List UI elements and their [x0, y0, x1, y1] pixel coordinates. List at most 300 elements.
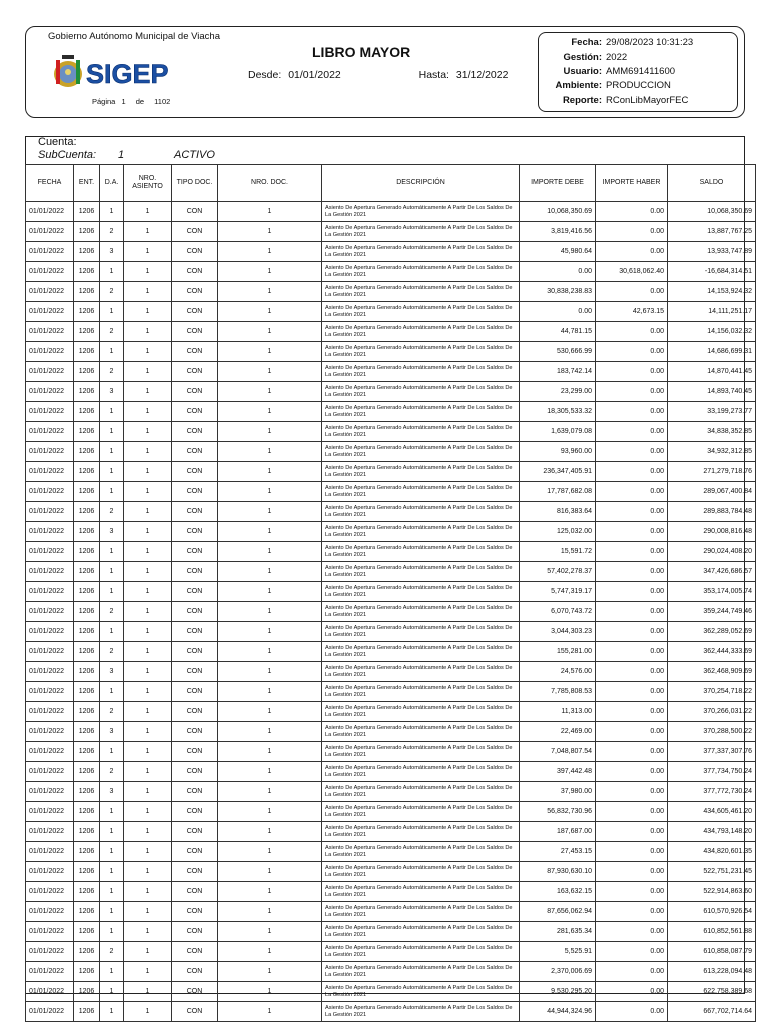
cell-saldo: 377,337,307.76 — [668, 742, 756, 762]
cell-nro-doc: 1 — [218, 702, 322, 722]
cell-descripcion: Asiento De Apertura Generado Automáticamente A Partir De Los Saldos De La Gestión 2021 — [322, 1002, 520, 1022]
cell-nro-doc: 1 — [218, 902, 322, 922]
cell-importe-haber: 0.00 — [596, 242, 668, 262]
table-row — [26, 862, 756, 882]
cell-nro-doc: 1 — [218, 842, 322, 862]
cell-saldo: 34,838,352.85 — [668, 422, 756, 442]
cuenta-label: Cuenta: — [38, 136, 77, 148]
cell-fecha: 01/01/2022 — [26, 322, 74, 342]
table-row — [26, 462, 756, 482]
page-total: 1102 — [154, 97, 171, 106]
cell-nro-asiento: 1 — [124, 982, 172, 1002]
cell-nro-asiento: 1 — [124, 322, 172, 342]
cell-fecha: 01/01/2022 — [26, 602, 74, 622]
cell-importe-debe: 5,747,319.17 — [520, 582, 596, 602]
cell-saldo: 362,468,909.69 — [668, 662, 756, 682]
cell-importe-haber: 0.00 — [596, 282, 668, 302]
cell-importe-haber: 0.00 — [596, 682, 668, 702]
cell-fecha: 01/01/2022 — [26, 282, 74, 302]
cell-importe-debe: 3,819,416.56 — [520, 222, 596, 242]
cell-saldo: 290,008,816.48 — [668, 522, 756, 542]
page-label: Página — [92, 97, 116, 106]
column-header-fecha: FECHA — [26, 165, 74, 202]
cell-descripcion: Asiento De Apertura Generado Automáticamente A Partir De Los Saldos De La Gestión 2021 — [322, 702, 520, 722]
sigep-logo — [48, 52, 188, 92]
cell-da: 3 — [100, 382, 124, 402]
cell-importe-debe: 0.00 — [520, 302, 596, 322]
cell-saldo: 34,932,312.85 — [668, 442, 756, 462]
cell-importe-debe: 5,525.91 — [520, 942, 596, 962]
cell-ent: 1206 — [74, 242, 100, 262]
cell-da: 1 — [100, 262, 124, 282]
cell-da: 2 — [100, 702, 124, 722]
cell-da: 1 — [100, 862, 124, 882]
cell-nro-doc: 1 — [218, 582, 322, 602]
meta-reporte — [538, 95, 688, 106]
cell-da: 1 — [100, 342, 124, 362]
cell-nro-asiento: 1 — [124, 502, 172, 522]
cell-fecha: 01/01/2022 — [26, 842, 74, 862]
cell-importe-debe: 397,442.48 — [520, 762, 596, 782]
cell-nro-doc: 1 — [218, 622, 322, 642]
cell-nro-doc: 1 — [218, 222, 322, 242]
ledger-body — [26, 202, 756, 1022]
cell-descripcion: Asiento De Apertura Generado Automáticamente A Partir De Los Saldos De La Gestión 2021 — [322, 362, 520, 382]
cell-descripcion: Asiento De Apertura Generado Automáticamente A Partir De Los Saldos De La Gestión 2021 — [322, 282, 520, 302]
cell-nro-doc: 1 — [218, 562, 322, 582]
cell-da: 2 — [100, 282, 124, 302]
cell-saldo: 522,914,863.60 — [668, 882, 756, 902]
cell-nro-asiento: 1 — [124, 802, 172, 822]
cell-descripcion: Asiento De Apertura Generado Automáticamente A Partir De Los Saldos De La Gestión 2021 — [322, 682, 520, 702]
table-row — [26, 562, 756, 582]
cell-da: 2 — [100, 762, 124, 782]
cell-saldo: 271,279,718.76 — [668, 462, 756, 482]
cell-fecha: 01/01/2022 — [26, 482, 74, 502]
cell-ent: 1206 — [74, 442, 100, 462]
cell-nro-doc: 1 — [218, 882, 322, 902]
cell-saldo: 377,772,730.24 — [668, 782, 756, 802]
cell-fecha: 01/01/2022 — [26, 222, 74, 242]
cell-ent: 1206 — [74, 302, 100, 322]
cell-ent: 1206 — [74, 522, 100, 542]
cell-importe-debe: 37,980.00 — [520, 782, 596, 802]
cell-importe-debe: 24,576.00 — [520, 662, 596, 682]
table-row — [26, 322, 756, 342]
cell-fecha: 01/01/2022 — [26, 1002, 74, 1022]
cell-nro-asiento: 1 — [124, 882, 172, 902]
cell-fecha: 01/01/2022 — [26, 522, 74, 542]
cell-importe-haber: 0.00 — [596, 842, 668, 862]
cell-tipo-doc: CON — [172, 282, 218, 302]
cell-importe-haber: 42,673.15 — [596, 302, 668, 322]
coat-of-arms-icon — [54, 55, 82, 87]
cell-descripcion: Asiento De Apertura Generado Automáticamente A Partir De Los Saldos De La Gestión 2021 — [322, 422, 520, 442]
cell-importe-haber: 0.00 — [596, 402, 668, 422]
cell-tipo-doc: CON — [172, 922, 218, 942]
cell-importe-debe: 44,944,324.96 — [520, 1002, 596, 1022]
cell-importe-debe: 281,635.34 — [520, 922, 596, 942]
cell-descripcion: Asiento De Apertura Generado Automáticamente A Partir De Los Saldos De La Gestión 2021 — [322, 842, 520, 862]
table-row — [26, 442, 756, 462]
table-row — [26, 382, 756, 402]
cell-nro-doc: 1 — [218, 942, 322, 962]
cell-ent: 1206 — [74, 922, 100, 942]
cell-nro-asiento: 1 — [124, 862, 172, 882]
cell-importe-debe: 23,299.00 — [520, 382, 596, 402]
cell-tipo-doc: CON — [172, 802, 218, 822]
cell-importe-haber: 0.00 — [596, 602, 668, 622]
table-row — [26, 222, 756, 242]
cell-ent: 1206 — [74, 782, 100, 802]
meta-usuario-value: AMM691411600 — [606, 66, 676, 77]
table-row — [26, 702, 756, 722]
cell-ent: 1206 — [74, 542, 100, 562]
date-range — [248, 69, 508, 81]
cell-nro-doc: 1 — [218, 962, 322, 982]
cell-nro-doc: 1 — [218, 262, 322, 282]
cell-nro-doc: 1 — [218, 862, 322, 882]
cell-saldo: 347,426,686.57 — [668, 562, 756, 582]
cell-importe-debe: 7,048,807.54 — [520, 742, 596, 762]
cell-descripcion: Asiento De Apertura Generado Automáticamente A Partir De Los Saldos De La Gestión 2021 — [322, 802, 520, 822]
cell-tipo-doc: CON — [172, 342, 218, 362]
cell-nro-asiento: 1 — [124, 282, 172, 302]
cell-da: 3 — [100, 782, 124, 802]
cell-tipo-doc: CON — [172, 422, 218, 442]
cell-tipo-doc: CON — [172, 482, 218, 502]
cell-importe-debe: 6,070,743.72 — [520, 602, 596, 622]
cell-saldo: 14,686,699.31 — [668, 342, 756, 362]
cell-da: 2 — [100, 502, 124, 522]
cell-importe-haber: 0.00 — [596, 502, 668, 522]
meta-gestion — [538, 52, 627, 63]
cell-ent: 1206 — [74, 622, 100, 642]
cell-descripcion: Asiento De Apertura Generado Automáticamente A Partir De Los Saldos De La Gestión 2021 — [322, 962, 520, 982]
table-row — [26, 502, 756, 522]
cell-descripcion: Asiento De Apertura Generado Automáticamente A Partir De Los Saldos De La Gestión 2021 — [322, 662, 520, 682]
table-row — [26, 302, 756, 322]
cell-tipo-doc: CON — [172, 562, 218, 582]
cell-da: 2 — [100, 222, 124, 242]
cell-da: 1 — [100, 562, 124, 582]
cell-fecha: 01/01/2022 — [26, 862, 74, 882]
cell-importe-haber: 0.00 — [596, 762, 668, 782]
cell-ent: 1206 — [74, 942, 100, 962]
cell-ent: 1206 — [74, 502, 100, 522]
cell-fecha: 01/01/2022 — [26, 302, 74, 322]
cell-ent: 1206 — [74, 1002, 100, 1022]
table-row — [26, 882, 756, 902]
cell-nro-asiento: 1 — [124, 342, 172, 362]
cell-descripcion: Asiento De Apertura Generado Automáticamente A Partir De Los Saldos De La Gestión 2021 — [322, 782, 520, 802]
cell-tipo-doc: CON — [172, 842, 218, 862]
cell-tipo-doc: CON — [172, 202, 218, 222]
cell-importe-debe: 44,781.15 — [520, 322, 596, 342]
table-row — [26, 402, 756, 422]
meta-ambiente — [538, 80, 671, 91]
cell-tipo-doc: CON — [172, 962, 218, 982]
cell-importe-haber: 0.00 — [596, 962, 668, 982]
cell-importe-haber: 0.00 — [596, 882, 668, 902]
desde-label: Desde: — [248, 69, 282, 81]
cell-importe-haber: 0.00 — [596, 522, 668, 542]
cell-importe-debe: 7,785,808.53 — [520, 682, 596, 702]
cell-importe-haber: 0.00 — [596, 982, 668, 1002]
cell-da: 2 — [100, 362, 124, 382]
cell-da: 1 — [100, 802, 124, 822]
cell-importe-debe: 57,402,278.37 — [520, 562, 596, 582]
column-header-descripcion: DESCRIPCIÓN — [322, 165, 520, 202]
cell-da: 1 — [100, 402, 124, 422]
cell-saldo: 362,289,052.69 — [668, 622, 756, 642]
cell-saldo: 610,858,087.79 — [668, 942, 756, 962]
cell-descripcion: Asiento De Apertura Generado Automáticamente A Partir De Los Saldos De La Gestión 2021 — [322, 522, 520, 542]
cell-da: 1 — [100, 962, 124, 982]
cell-ent: 1206 — [74, 602, 100, 622]
cell-nro-asiento: 1 — [124, 942, 172, 962]
cell-saldo: 14,156,032.32 — [668, 322, 756, 342]
cell-importe-haber: 0.00 — [596, 342, 668, 362]
cell-nro-doc: 1 — [218, 602, 322, 622]
cell-da: 1 — [100, 822, 124, 842]
cell-nro-doc: 1 — [218, 282, 322, 302]
table-row — [26, 202, 756, 222]
cell-importe-debe: 236,347,405.91 — [520, 462, 596, 482]
cell-ent: 1206 — [74, 982, 100, 1002]
table-row — [26, 342, 756, 362]
cell-nro-doc: 1 — [218, 982, 322, 1002]
cell-importe-haber: 0.00 — [596, 702, 668, 722]
cell-saldo: 434,605,461.20 — [668, 802, 756, 822]
cell-ent: 1206 — [74, 642, 100, 662]
cell-descripcion: Asiento De Apertura Generado Automáticamente A Partir De Los Saldos De La Gestión 2021 — [322, 482, 520, 502]
cell-ent: 1206 — [74, 222, 100, 242]
cell-nro-doc: 1 — [218, 522, 322, 542]
column-header-tipo-doc: TIPO DOC. — [172, 165, 218, 202]
table-row — [26, 662, 756, 682]
cell-fecha: 01/01/2022 — [26, 442, 74, 462]
cell-da: 1 — [100, 1002, 124, 1022]
organization-name: Gobierno Autónomo Municipal de Viacha — [48, 31, 220, 42]
cell-ent: 1206 — [74, 802, 100, 822]
cell-importe-haber: 30,618,062.40 — [596, 262, 668, 282]
cell-descripcion: Asiento De Apertura Generado Automáticamente A Partir De Los Saldos De La Gestión 2021 — [322, 742, 520, 762]
cell-nro-asiento: 1 — [124, 462, 172, 482]
cell-saldo: 434,820,601.35 — [668, 842, 756, 862]
cell-fecha: 01/01/2022 — [26, 382, 74, 402]
cell-tipo-doc: CON — [172, 822, 218, 842]
cell-importe-haber: 0.00 — [596, 862, 668, 882]
cell-nro-doc: 1 — [218, 322, 322, 342]
cell-tipo-doc: CON — [172, 642, 218, 662]
cell-tipo-doc: CON — [172, 622, 218, 642]
cell-fecha: 01/01/2022 — [26, 882, 74, 902]
cell-ent: 1206 — [74, 722, 100, 742]
cell-nro-doc: 1 — [218, 822, 322, 842]
cell-importe-debe: 125,032.00 — [520, 522, 596, 542]
cell-tipo-doc: CON — [172, 942, 218, 962]
cell-nro-doc: 1 — [218, 682, 322, 702]
cell-da: 1 — [100, 422, 124, 442]
cell-nro-doc: 1 — [218, 802, 322, 822]
cell-fecha: 01/01/2022 — [26, 362, 74, 382]
cell-tipo-doc: CON — [172, 1002, 218, 1022]
cell-tipo-doc: CON — [172, 862, 218, 882]
cell-descripcion: Asiento De Apertura Generado Automáticamente A Partir De Los Saldos De La Gestión 2021 — [322, 602, 520, 622]
cell-nro-doc: 1 — [218, 382, 322, 402]
cell-saldo: 14,153,924.32 — [668, 282, 756, 302]
cell-nro-asiento: 1 — [124, 782, 172, 802]
cell-saldo: 14,111,251.17 — [668, 302, 756, 322]
cell-fecha: 01/01/2022 — [26, 642, 74, 662]
cell-ent: 1206 — [74, 862, 100, 882]
cell-fecha: 01/01/2022 — [26, 582, 74, 602]
cell-fecha: 01/01/2022 — [26, 342, 74, 362]
cell-saldo: 522,751,231.45 — [668, 862, 756, 882]
cell-nro-asiento: 1 — [124, 442, 172, 462]
cell-tipo-doc: CON — [172, 322, 218, 342]
cell-da: 1 — [100, 682, 124, 702]
cell-fecha: 01/01/2022 — [26, 702, 74, 722]
cell-saldo: 359,244,749.46 — [668, 602, 756, 622]
cell-descripcion: Asiento De Apertura Generado Automáticamente A Partir De Los Saldos De La Gestión 2021 — [322, 762, 520, 782]
cell-importe-haber: 0.00 — [596, 322, 668, 342]
cell-da: 1 — [100, 302, 124, 322]
cell-nro-asiento: 1 — [124, 642, 172, 662]
cell-fecha: 01/01/2022 — [26, 782, 74, 802]
cell-nro-doc: 1 — [218, 722, 322, 742]
cell-saldo: 289,883,784.48 — [668, 502, 756, 522]
cell-descripcion: Asiento De Apertura Generado Automáticamente A Partir De Los Saldos De La Gestión 2021 — [322, 302, 520, 322]
cell-saldo: 13,933,747.89 — [668, 242, 756, 262]
cell-ent: 1206 — [74, 402, 100, 422]
table-row — [26, 242, 756, 262]
cell-nro-doc: 1 — [218, 422, 322, 442]
table-row — [26, 362, 756, 382]
cell-descripcion: Asiento De Apertura Generado Automáticamente A Partir De Los Saldos De La Gestión 2021 — [322, 222, 520, 242]
meta-ambiente-label: Ambiente: — [555, 80, 602, 91]
meta-ambiente-value: PRODUCCION — [606, 80, 671, 91]
cell-da: 2 — [100, 642, 124, 662]
cell-tipo-doc: CON — [172, 722, 218, 742]
cell-saldo: 622,758,389.68 — [668, 982, 756, 1002]
cell-descripcion: Asiento De Apertura Generado Automáticamente A Partir De Los Saldos De La Gestión 2021 — [322, 902, 520, 922]
table-row — [26, 942, 756, 962]
cell-nro-doc: 1 — [218, 242, 322, 262]
cell-nro-asiento: 1 — [124, 922, 172, 942]
cell-descripcion: Asiento De Apertura Generado Automáticamente A Partir De Los Saldos De La Gestión 2021 — [322, 242, 520, 262]
cell-saldo: 353,174,005.74 — [668, 582, 756, 602]
table-row — [26, 622, 756, 642]
cell-saldo: 370,254,718.22 — [668, 682, 756, 702]
cell-importe-debe: 11,313.00 — [520, 702, 596, 722]
cell-fecha: 01/01/2022 — [26, 462, 74, 482]
cell-da: 1 — [100, 922, 124, 942]
cell-fecha: 01/01/2022 — [26, 402, 74, 422]
cell-nro-doc: 1 — [218, 482, 322, 502]
cell-da: 3 — [100, 722, 124, 742]
cell-nro-asiento: 1 — [124, 822, 172, 842]
cell-nro-doc: 1 — [218, 442, 322, 462]
cell-descripcion: Asiento De Apertura Generado Automáticamente A Partir De Los Saldos De La Gestión 2021 — [322, 462, 520, 482]
cell-importe-haber: 0.00 — [596, 822, 668, 842]
subcuenta-name: ACTIVO — [174, 149, 215, 161]
cell-nro-doc: 1 — [218, 302, 322, 322]
cell-ent: 1206 — [74, 322, 100, 342]
column-header-nro-doc: NRO. DOC. — [218, 165, 322, 202]
cell-ent: 1206 — [74, 702, 100, 722]
cell-saldo: 613,228,094.48 — [668, 962, 756, 982]
cell-da: 1 — [100, 202, 124, 222]
cell-nro-asiento: 1 — [124, 842, 172, 862]
cell-saldo: 667,702,714.64 — [668, 1002, 756, 1022]
cell-da: 1 — [100, 882, 124, 902]
logo-text: SIGEP — [86, 59, 169, 89]
cell-descripcion: Asiento De Apertura Generado Automáticamente A Partir De Los Saldos De La Gestión 2021 — [322, 822, 520, 842]
cell-importe-haber: 0.00 — [596, 482, 668, 502]
cell-nro-doc: 1 — [218, 922, 322, 942]
cell-saldo: 370,288,500.22 — [668, 722, 756, 742]
cell-importe-debe: 3,044,303.23 — [520, 622, 596, 642]
meta-fecha-label: Fecha: — [571, 37, 602, 48]
cell-fecha: 01/01/2022 — [26, 542, 74, 562]
cell-importe-haber: 0.00 — [596, 442, 668, 462]
cell-importe-debe: 30,838,238.83 — [520, 282, 596, 302]
cell-nro-asiento: 1 — [124, 262, 172, 282]
cell-importe-haber: 0.00 — [596, 802, 668, 822]
cell-saldo: 434,793,148.20 — [668, 822, 756, 842]
cell-tipo-doc: CON — [172, 402, 218, 422]
cell-nro-asiento: 1 — [124, 202, 172, 222]
cell-saldo: 13,887,767.25 — [668, 222, 756, 242]
cell-nro-asiento: 1 — [124, 622, 172, 642]
cell-fecha: 01/01/2022 — [26, 962, 74, 982]
cell-importe-debe: 530,666.99 — [520, 342, 596, 362]
cell-da: 1 — [100, 842, 124, 862]
cell-importe-debe: 1,639,079.08 — [520, 422, 596, 442]
cell-tipo-doc: CON — [172, 702, 218, 722]
cell-descripcion: Asiento De Apertura Generado Automáticamente A Partir De Los Saldos De La Gestión 2021 — [322, 402, 520, 422]
cell-ent: 1206 — [74, 562, 100, 582]
cell-nro-doc: 1 — [218, 1002, 322, 1022]
table-row — [26, 1002, 756, 1022]
table-row — [26, 522, 756, 542]
meta-gestion-value: 2022 — [606, 52, 628, 63]
table-row — [26, 982, 756, 1002]
cell-nro-doc: 1 — [218, 502, 322, 522]
cell-ent: 1206 — [74, 822, 100, 842]
cell-nro-asiento: 1 — [124, 542, 172, 562]
cell-importe-haber: 0.00 — [596, 362, 668, 382]
cell-tipo-doc: CON — [172, 782, 218, 802]
cell-tipo-doc: CON — [172, 382, 218, 402]
cell-da: 1 — [100, 442, 124, 462]
cell-saldo: 14,893,740.45 — [668, 382, 756, 402]
column-header-da: D.A. — [100, 165, 124, 202]
cell-ent: 1206 — [74, 902, 100, 922]
cell-nro-asiento: 1 — [124, 742, 172, 762]
cell-fecha: 01/01/2022 — [26, 902, 74, 922]
cell-nro-asiento: 1 — [124, 722, 172, 742]
table-row — [26, 742, 756, 762]
page-indicator — [92, 97, 174, 106]
cell-nro-doc: 1 — [218, 742, 322, 762]
cell-nro-asiento: 1 — [124, 602, 172, 622]
cell-tipo-doc: CON — [172, 882, 218, 902]
table-row — [26, 282, 756, 302]
cell-nro-asiento: 1 — [124, 682, 172, 702]
